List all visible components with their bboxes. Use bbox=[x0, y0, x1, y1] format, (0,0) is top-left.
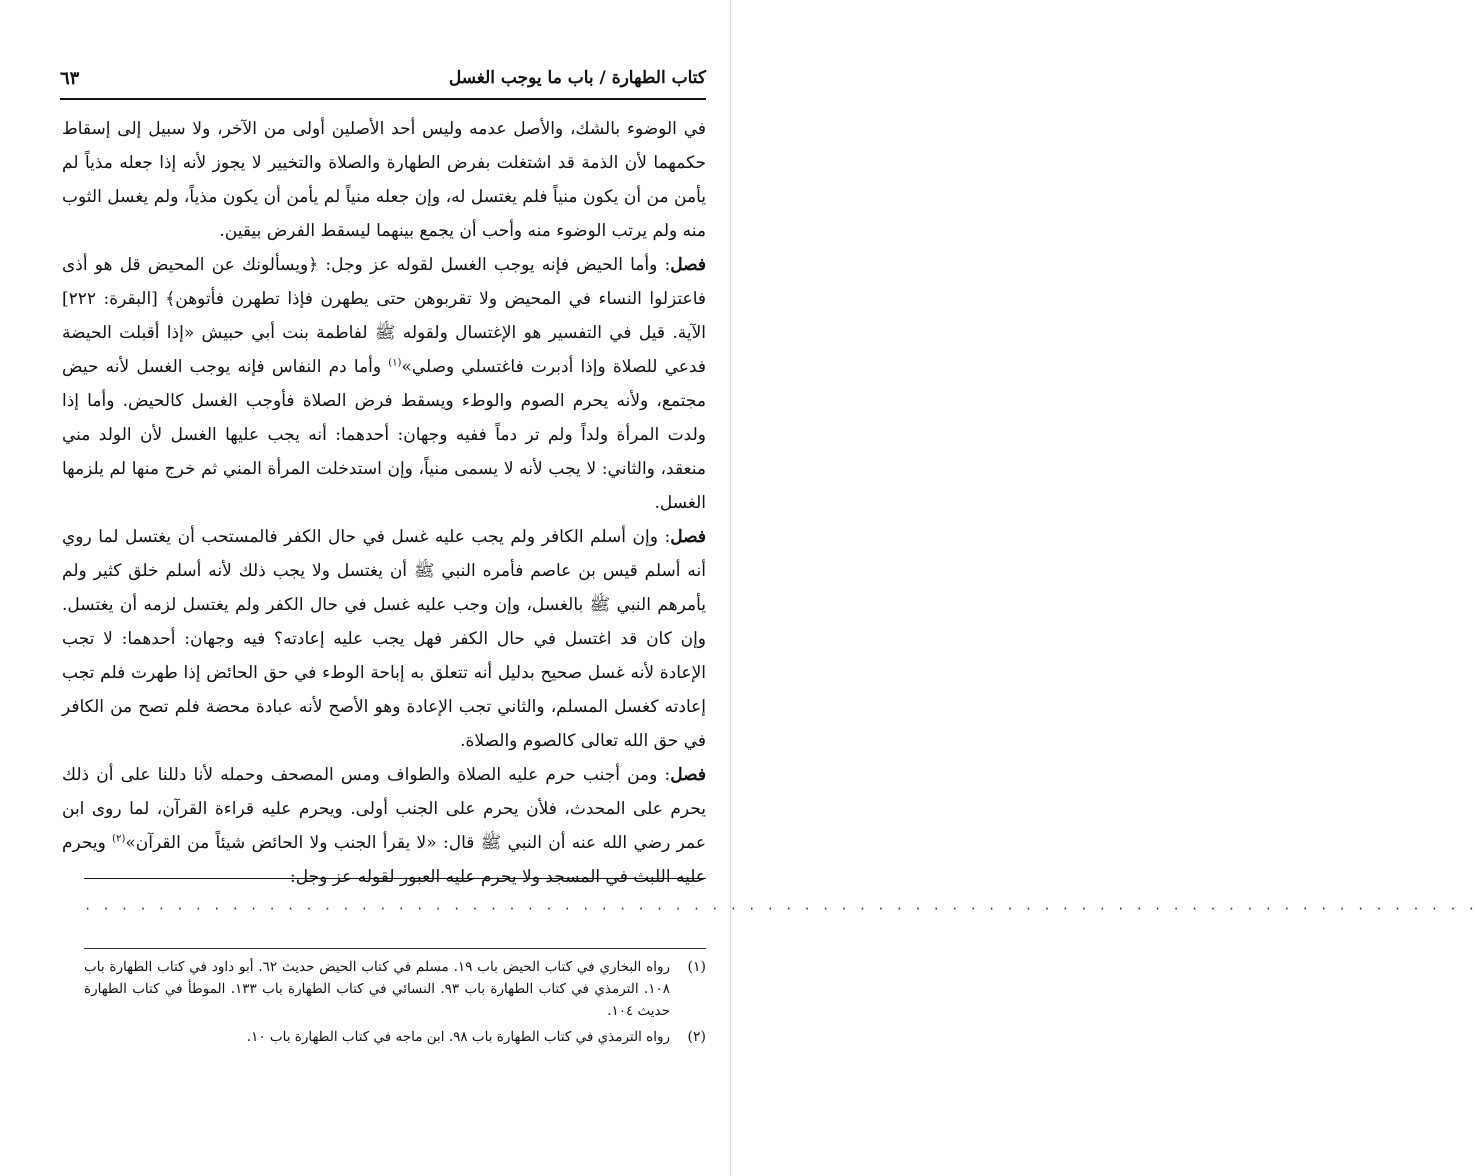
footnote-number: (٢) bbox=[687, 1029, 706, 1045]
footnote-text: رواه البخاري في كتاب الحيض باب ١٩. مسلم في كتاب الحيض حديث ٦٢. أبو داود في كتاب الطهارة باب ١٠٨. الترمذي في كتاب الطهارة باب ٩٣. النسائي في كتاب الطهارة باب ١٣٣. الموطأ في كتاب الطهارة حديث ١٠٤. bbox=[84, 959, 671, 1019]
page-number: ٦٣ bbox=[60, 68, 80, 89]
dotted-separator: · · · · · · · · · · · · · · · · · · · · · · · · · · · · · · · · · · · · · · · · · · · · · · · · · · · · · · · · · · · · · · · · · · · · · · · · · · · · bbox=[84, 902, 1477, 916]
paragraph-text: في الوضوء بالشك، والأصل عدمه وليس أحد الأصلين أولى من الآخر، ولا سبيل إلى إسقاط حكمهما لأن الذمة قد اشتغلت بفرض الطهارة والصلاة والتخيير لا يجوز لأنه إذا جعله مذياً لم يأمن من أن يكون منياً فلم يغتسل له، وإن جعله منياً لم يأمن أن يكون مذياً، ولم يغسل الثوب منه ولم يرتب الوضوء منه وأحب أن يجمع بينهما ليسقط الفرض بيقين. bbox=[62, 119, 706, 241]
paragraph-text: : وإن أسلم الكافر ولم يجب عليه غسل في حال الكفر فالمستحب أن يغتسل لما روي أنه أسلم قيس بن عاصم فأمره النبي ﷺ أن يغتسل ولا يجب ذلك لأنه أسلم خلق كثير ولم يأمرهم النبي ﷺ بالغسل، وإن وجب عليه غسل في حال الكفر ولم يغتسل لزمه أن يغتسل. وإن كان قد اغتسل في حال الكفر فهل يجب عليه إعادته؟ فيه وجهان: أحدهما: لا تجب الإعادة لأنه غسل صحيح بدليل أنه تتعلق به إباحة الوطء في حق الحائض إذا طهرت فلم تجب إعادته كغسل المسلم، والثاني تجب الإعادة وهو الأصح لأنه عبادة محضة فلم تصح من الكافر في حق الله تعالى كالصوم والصلاة. bbox=[62, 527, 707, 751]
paragraph-text: : وأما الحيض فإنه يوجب الغسل لقوله عز وجل: ﴿ويسألونك عن المحيض قل هو أذى فاعتزلوا النساء في المحيض ولا تقربوهن حتى يطهرن فإذا تطهرن فأتوهن﴾ [البقرة: ٢٢٢] الآية. قيل في التفسير هو الإغتسال ولقوله ﷺ لفاطمة بنت أبي حبيش «إذا أقبلت الحيضة فدعي للصلاة وإذا أدبرت فاغتسلي وصلي» bbox=[62, 255, 706, 377]
page-edge-line bbox=[730, 0, 731, 1176]
main-text bbox=[62, 112, 706, 894]
header-rule bbox=[60, 98, 706, 100]
paragraph-junub bbox=[62, 758, 706, 894]
footnote-text: رواه الترمذي في كتاب الطهارة باب ٩٨. ابن ماجه في كتاب الطهارة باب ١٠. bbox=[246, 1029, 670, 1045]
footnote-number: (١) bbox=[687, 959, 706, 975]
footnote-item bbox=[84, 1026, 706, 1048]
footnote-rule bbox=[84, 948, 706, 949]
footnote-ref[interactable]: (١) bbox=[388, 357, 402, 369]
paragraph-text: : ومن أجنب حرم عليه الصلاة والطواف ومس المصحف وحمله لأنا دللنا على أن ذلك يحرم على المحدث، فلأن يحرم على الجنب أولى. ويحرم عليه قراءة القرآن، لما روى ابن عمر رضي الله عنه أن النبي ﷺ قال: «لا يقرأ الجنب ولا الحائض شيئاً من القرآن» bbox=[62, 765, 706, 853]
page-header bbox=[60, 68, 706, 96]
paragraph-text-tail: وأما دم النفاس فإنه يوجب الغسل لأنه حيض مجتمع، ولأنه يحرم الصوم والوطء ويسقط فرض الصلاة فأوجب الغسل كالحيض. وأما إذا ولدت المرأة ولداً ولم تر دماً ففيه وجهان: أحدهما: أنه يجب عليها الغسل لأن الولد مني منعقد، والثاني: لا يجب لأنه لا يسمى منياً، وإن استدخلت المرأة المني ثم خرج منها لم يلزمها الغسل. bbox=[62, 357, 706, 513]
paragraph-menstruation bbox=[62, 248, 706, 520]
footnote-item bbox=[84, 956, 706, 1022]
section-lead: فصل bbox=[670, 527, 706, 547]
paragraph-text-tail: ويحرم عليه اللبث في المسجد ولا يحرم عليه العبور لقوله عز وجل: bbox=[62, 833, 706, 887]
footnotes bbox=[84, 956, 706, 1052]
section-lead: فصل bbox=[670, 765, 706, 785]
text-end-rule bbox=[84, 878, 706, 879]
footnote-ref[interactable]: (٢) bbox=[112, 833, 126, 845]
paragraph-convert bbox=[62, 520, 706, 758]
running-title: كتاب الطهارة / باب ما يوجب الغسل bbox=[448, 68, 706, 88]
section-lead: فصل bbox=[670, 255, 706, 275]
paragraph-continuation bbox=[62, 112, 706, 248]
